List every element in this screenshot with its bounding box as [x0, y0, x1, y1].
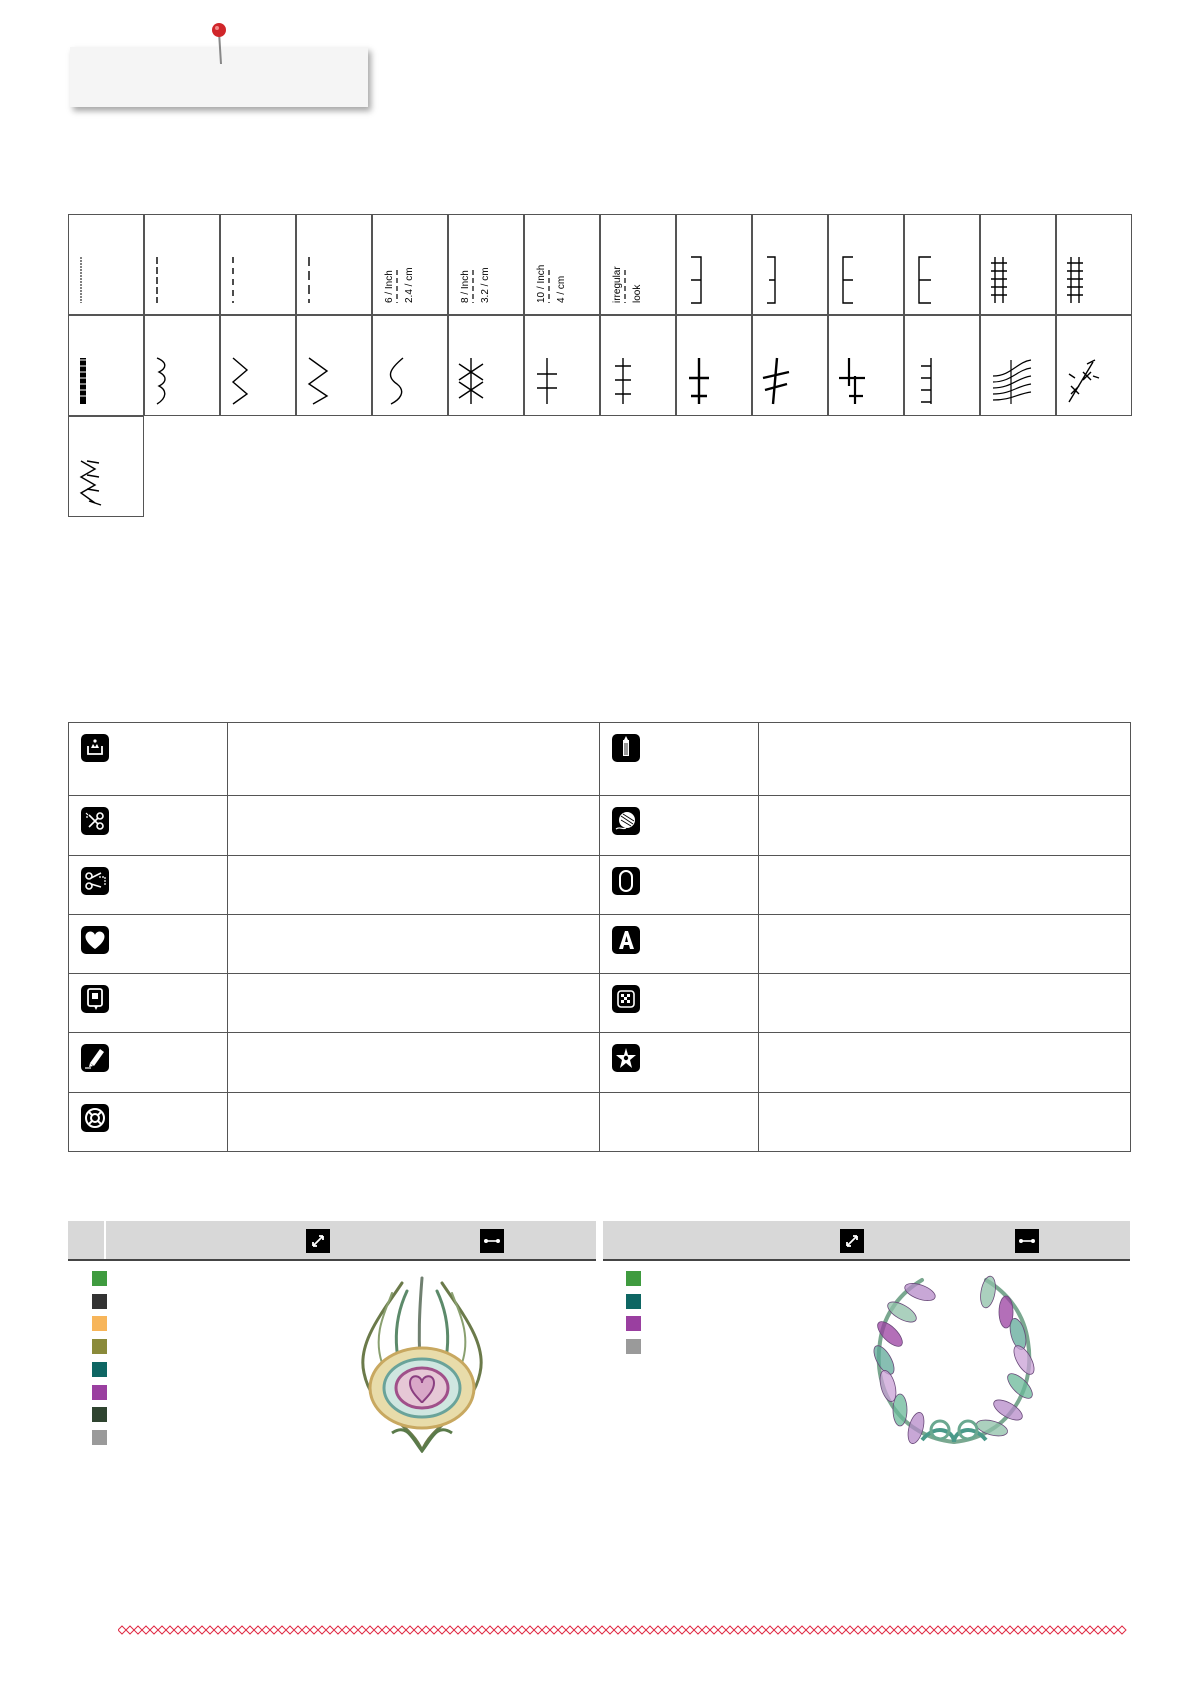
- resize-icon: [306, 1229, 330, 1253]
- stitch-pattern-icon: [753, 316, 829, 417]
- feature-row: [69, 1033, 1131, 1092]
- feature-icon-cell: [69, 855, 228, 914]
- stitch-pattern-icon: [981, 215, 1057, 316]
- phone-tablet-icon: [81, 985, 109, 1013]
- stitch-cell: [904, 315, 980, 416]
- stitch-pattern-icon: [449, 215, 525, 316]
- stitch-pattern-icon: [753, 215, 829, 316]
- feature-icon-cell: [69, 796, 228, 855]
- stitch-pattern-icon: [1057, 316, 1133, 417]
- stitch-pattern-icon: [525, 215, 601, 316]
- letter-a-icon: [612, 926, 640, 954]
- stitch-pattern-icon: [297, 215, 373, 316]
- stitch-cell: [676, 214, 752, 315]
- feature-row: [69, 914, 1131, 973]
- resize-icon: [840, 1229, 864, 1253]
- stitch-pattern-icon: [221, 215, 297, 316]
- decorative-stitch-border: [118, 1623, 1130, 1637]
- feature-description-cell: [759, 796, 1131, 855]
- stitch-pattern-icon: [221, 316, 297, 417]
- thread-color-swatch: [92, 1316, 107, 1331]
- stitch-cell: [448, 214, 524, 315]
- thread-color-swatch: [626, 1271, 641, 1286]
- pencil-lead-icon: [612, 734, 640, 762]
- feature-row: [69, 723, 1131, 796]
- stitch-cell: [828, 214, 904, 315]
- stitch-cell: [676, 315, 752, 416]
- feature-description-cell: [228, 974, 600, 1033]
- empty-icon-cell: [600, 1092, 759, 1151]
- heart-shape-icon: [81, 926, 109, 954]
- stitch-length-line1: irregular: [612, 266, 623, 303]
- stitch-cell: [980, 315, 1056, 416]
- oval-hoop-icon: [612, 867, 640, 895]
- stitch-cell: [68, 416, 144, 517]
- feature-row: [69, 1092, 1131, 1151]
- stitch-cell: [68, 315, 144, 416]
- stitch-length-line2: 2.4 / cm: [404, 267, 415, 303]
- star-burst-icon: [612, 1044, 640, 1072]
- stitch-length-line2: 4 / cm: [556, 275, 567, 303]
- stitch-pattern-icon: [981, 316, 1057, 417]
- peacock-feather-design: [352, 1273, 492, 1453]
- thread-color-swatch: [92, 1407, 107, 1422]
- checker-pattern-icon: [612, 985, 640, 1013]
- stitch-pattern-icon: [601, 215, 677, 316]
- feature-icon-cell: [600, 974, 759, 1033]
- stitch-pattern-icon: [373, 215, 449, 316]
- feature-row: [69, 855, 1131, 914]
- stitch-pattern-icon: [69, 316, 145, 417]
- stitch-cell: [752, 214, 828, 315]
- stitch-pattern-icon: [1057, 215, 1133, 316]
- width-icon: [480, 1229, 504, 1253]
- stitch-cell: [600, 214, 676, 315]
- thread-color-swatch: [92, 1430, 107, 1445]
- yarn-ball-icon: [612, 807, 640, 835]
- feature-icon-cell: [69, 914, 228, 973]
- feature-description-cell: [228, 1092, 600, 1151]
- stitch-pattern-icon: [145, 215, 221, 316]
- scissors-thread-icon: [81, 867, 109, 895]
- stitch-cell: [372, 214, 448, 315]
- stitch-cell: [524, 315, 600, 416]
- stitch-pattern-icon: [677, 215, 753, 316]
- pushpin-icon: [207, 20, 231, 66]
- stitch-pattern-icon: [373, 316, 449, 417]
- stitch-cell: [980, 214, 1056, 315]
- stitch-pattern-icon: [525, 316, 601, 417]
- feature-table: [68, 722, 1131, 1152]
- thread-color-swatch: [92, 1339, 107, 1354]
- feature-icon-cell: [69, 723, 228, 796]
- thread-color-swatch: [92, 1294, 107, 1309]
- stitch-cell: [144, 214, 220, 315]
- stitch-chain: [118, 1626, 1126, 1634]
- stitch-cell: [828, 315, 904, 416]
- stitch-cell: [600, 315, 676, 416]
- feather-wreath-design: [862, 1272, 1046, 1454]
- stitch-pattern-icon: [69, 417, 145, 518]
- feature-icon-cell: [600, 796, 759, 855]
- wreath-leaf: [893, 1394, 907, 1426]
- thread-color-swatch: [626, 1339, 641, 1354]
- stitch-cell: [1056, 214, 1132, 315]
- feature-icon-cell: [600, 1033, 759, 1092]
- feature-description-cell: [759, 914, 1131, 973]
- stitch-cell: [448, 315, 524, 416]
- feature-description-cell: [228, 796, 600, 855]
- design-header-2: [603, 1221, 1130, 1261]
- feature-icon-cell: [600, 855, 759, 914]
- stitch-pattern-icon: [677, 316, 753, 417]
- thread-color-swatch: [626, 1316, 641, 1331]
- stitch-length-line1: 10 / Inch: [536, 264, 547, 303]
- thread-color-swatch: [92, 1271, 107, 1286]
- thread-color-swatch: [626, 1294, 641, 1309]
- stitch-cell: [144, 315, 220, 416]
- stitch-cell: [296, 315, 372, 416]
- width-icon: [1015, 1229, 1039, 1253]
- feature-description-cell: [759, 1033, 1131, 1092]
- feature-row: [69, 974, 1131, 1033]
- stitch-pattern-icon: [829, 215, 905, 316]
- stitch-pattern-icon: [449, 316, 525, 417]
- stitch-length-line2: look: [632, 284, 643, 303]
- feature-description-cell: [228, 723, 600, 796]
- stitch-cell: [68, 214, 144, 315]
- feature-icon-cell: [600, 914, 759, 973]
- feature-description-cell: [759, 974, 1131, 1033]
- wreath-leaf: [978, 1275, 997, 1309]
- stitch-pattern-icon: [297, 316, 373, 417]
- thread-color-swatch: [92, 1385, 107, 1400]
- feature-row: [69, 796, 1131, 855]
- feature-description-cell: [228, 1033, 600, 1092]
- stitch-cell: [752, 315, 828, 416]
- stitch-length-line2: 3.2 / cm: [480, 267, 491, 303]
- stitch-pattern-icon: [145, 316, 221, 417]
- scissors-cut-icon: [81, 807, 109, 835]
- feature-description-cell: [759, 1092, 1131, 1151]
- crown-hoop-icon: [81, 734, 109, 762]
- stitch-cell: [220, 315, 296, 416]
- feature-description-cell: [759, 855, 1131, 914]
- stitch-pattern-icon: [905, 215, 981, 316]
- marker-pen-icon: [81, 1044, 109, 1072]
- thread-color-swatch: [92, 1362, 107, 1377]
- lifebuoy-icon: [81, 1104, 109, 1132]
- feature-description-cell: [228, 855, 600, 914]
- stitch-pattern-icon: [69, 215, 145, 316]
- stitch-cell: [372, 315, 448, 416]
- feature-icon-cell: [600, 723, 759, 796]
- stitch-cell: [220, 214, 296, 315]
- feature-icon-cell: [69, 974, 228, 1033]
- feature-description-cell: [759, 723, 1131, 796]
- stitch-cell: [904, 214, 980, 315]
- feature-description-cell: [228, 914, 600, 973]
- stitch-pattern-icon: [829, 316, 905, 417]
- feature-icon-cell: [69, 1092, 228, 1151]
- stitch-cell: [296, 214, 372, 315]
- stitch-cell: [1056, 315, 1132, 416]
- stitch-length-line1: 6 / Inch: [384, 270, 395, 303]
- stitch-pattern-icon: [905, 316, 981, 417]
- stitch-cell: [524, 214, 600, 315]
- feature-icon-cell: [69, 1033, 228, 1092]
- stitch-pattern-icon: [601, 316, 677, 417]
- stitch-length-line1: 8 / Inch: [460, 270, 471, 303]
- design-header-1: [68, 1221, 596, 1261]
